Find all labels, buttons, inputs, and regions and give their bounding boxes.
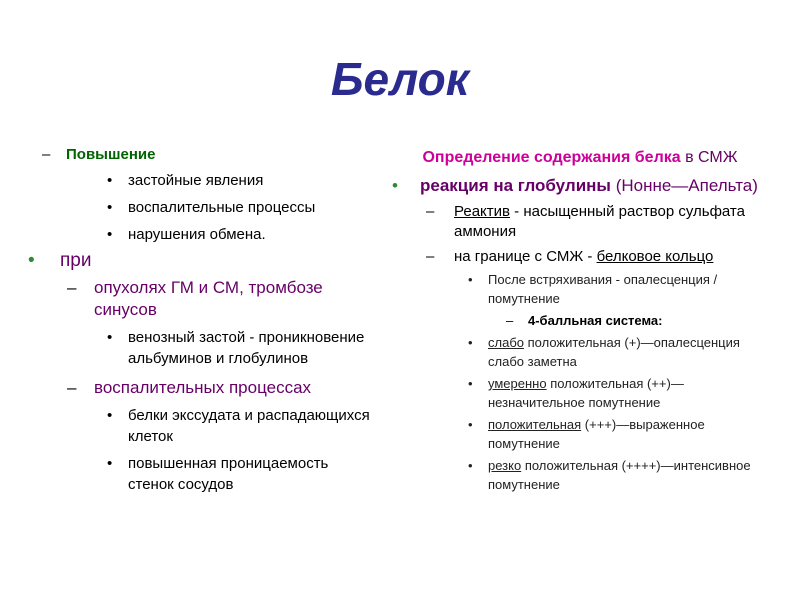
list-item <box>107 327 378 369</box>
list-item <box>468 270 772 308</box>
inflammation-label: воспалительных процессах <box>94 378 312 397</box>
reagent-label: Реактив <box>454 203 510 220</box>
list-item-reaction <box>392 175 772 197</box>
bullet-marker: • <box>468 417 473 432</box>
grade-term: резко <box>488 458 522 473</box>
heading-main: Определение содержания белка <box>422 149 681 166</box>
dash-marker: – <box>426 248 435 265</box>
list-item <box>107 224 378 245</box>
list-item-grade <box>468 415 772 453</box>
dash-marker: – <box>42 146 51 163</box>
increase-item: воспалительные процессы <box>128 199 316 216</box>
inflammation-item: повышенная проницаемость стенок сосудов <box>128 455 329 493</box>
tumor-label: опухолях ГМ и СМ, тромбозе синусов <box>94 278 323 319</box>
list-item-at <box>28 249 378 273</box>
at-label: при <box>60 250 92 271</box>
reaction-rest: (Нонне—Апельта) <box>615 176 758 195</box>
system-label: 4-балльная система: <box>528 313 663 328</box>
border-text: на границе с СМЖ - <box>454 248 597 265</box>
increase-label: Повышение <box>66 146 156 163</box>
heading-rest: в СМЖ <box>685 149 738 166</box>
bullet-marker: • <box>468 335 473 350</box>
list-item-grade <box>468 374 772 412</box>
after-shaking: После встряхивания - опалесценция / помутнение <box>488 272 718 306</box>
grade-term: умеренно <box>488 376 547 391</box>
grade-term: положительная <box>488 417 582 432</box>
list-item-tumor <box>67 277 378 321</box>
bullet-marker: • <box>468 272 473 287</box>
bullet-marker: • <box>107 329 113 346</box>
list-item <box>107 170 378 191</box>
list-item-inflammation <box>67 377 378 399</box>
list-item-grade <box>468 333 772 371</box>
slide-title: Белок <box>330 53 470 105</box>
list-item-system <box>506 311 772 330</box>
list-item-reagent <box>426 202 772 242</box>
grade-text: положительная (++)—незначительное помутнение <box>488 376 684 410</box>
bullet-marker: • <box>107 226 113 243</box>
increase-item: застойные явления <box>128 172 264 189</box>
reaction-main: реакция на глобулины <box>420 176 611 195</box>
bullet-marker: • <box>107 172 113 189</box>
inflammation-item: белки экссудата и распадающихся клеток <box>128 407 370 445</box>
list-item <box>107 453 378 495</box>
grade-text: (+++)—выраженное помутнение <box>488 417 705 451</box>
left-column <box>28 146 378 495</box>
reagent-text: - насыщенный раствор сульфата аммония <box>454 203 745 240</box>
list-item <box>107 197 378 218</box>
bullet-marker: • <box>468 376 473 391</box>
bullet-marker: • <box>392 176 398 195</box>
bullet-marker: • <box>107 455 113 472</box>
bullet-marker: • <box>468 458 473 473</box>
dash-marker: – <box>426 203 435 220</box>
dash-marker: – <box>67 278 77 297</box>
right-column <box>388 146 772 494</box>
section-heading <box>388 146 772 169</box>
list-item-increase <box>42 146 378 164</box>
bullet-marker: • <box>107 407 113 424</box>
tumor-item: венозный застой - проникновение альбуминов и глобулинов <box>128 329 365 367</box>
dash-marker: – <box>506 313 514 328</box>
increase-item: нарушения обмена. <box>128 226 266 243</box>
bullet-marker: • <box>28 250 35 271</box>
grade-text: положительная (++++)—интенсивное помутнение <box>488 458 751 492</box>
list-item <box>107 405 378 447</box>
grade-text: положительная (+)—опалесценция слабо заметна <box>488 335 740 369</box>
list-item-grade <box>468 456 772 494</box>
grade-term: слабо <box>488 335 524 350</box>
list-item-border <box>426 247 772 267</box>
protein-ring: белковое кольцо <box>596 248 714 265</box>
dash-marker: – <box>67 378 77 397</box>
bullet-marker: • <box>107 199 113 216</box>
